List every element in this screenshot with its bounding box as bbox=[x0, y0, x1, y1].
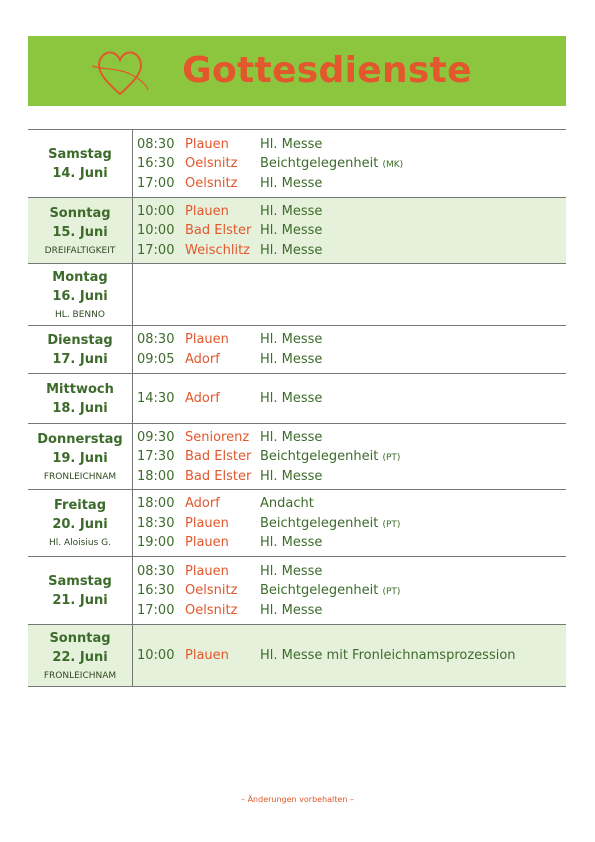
day-row bbox=[28, 490, 566, 557]
service-tag: (PT) bbox=[382, 587, 401, 597]
service-description bbox=[260, 243, 322, 258]
service-description bbox=[260, 332, 322, 347]
event-list bbox=[133, 198, 566, 263]
day-name: Sonntag bbox=[49, 205, 111, 221]
service-location: Plauen bbox=[185, 136, 229, 152]
service-location: Adorf bbox=[185, 496, 220, 511]
event-list bbox=[133, 326, 566, 373]
service-description bbox=[260, 391, 322, 406]
service-time: 17:00 bbox=[137, 242, 175, 258]
service-time: 09:05 bbox=[137, 351, 175, 367]
day-row bbox=[28, 374, 566, 424]
service-entry bbox=[137, 494, 566, 514]
service-location: Adorf bbox=[185, 351, 220, 367]
service-location: Seniorenz bbox=[185, 429, 250, 445]
day-name: Mittwoch bbox=[46, 381, 114, 397]
service-type: Hl. Messe bbox=[260, 602, 323, 618]
service-location: Bad Elster bbox=[185, 449, 252, 464]
day-row bbox=[28, 326, 566, 374]
day-date: 20. Juni bbox=[52, 517, 108, 532]
day-date: 16. Juni bbox=[52, 288, 108, 304]
day-label bbox=[28, 326, 133, 373]
service-time: 08:30 bbox=[137, 563, 175, 579]
service-time: 18:30 bbox=[137, 515, 175, 531]
service-description bbox=[260, 204, 322, 219]
service-time: 18:00 bbox=[137, 468, 175, 484]
service-description bbox=[260, 564, 322, 579]
service-location: Plauen bbox=[185, 332, 229, 348]
day-date: 17. Juni bbox=[52, 351, 108, 367]
day-name: Montag bbox=[52, 269, 108, 285]
service-description bbox=[260, 352, 322, 367]
event-list bbox=[133, 264, 566, 325]
day-row bbox=[28, 264, 566, 326]
service-entry bbox=[137, 240, 566, 260]
service-type: Hl. Messe bbox=[260, 429, 323, 445]
service-time: 19:00 bbox=[137, 535, 175, 550]
service-type: Hl. Messe bbox=[260, 351, 323, 367]
service-entry bbox=[137, 646, 566, 666]
event-list bbox=[133, 557, 566, 624]
day-label bbox=[28, 130, 133, 197]
service-location: Plauen bbox=[185, 563, 229, 579]
service-location: Oelsnitz bbox=[185, 156, 238, 171]
service-location: Plauen bbox=[185, 515, 229, 531]
day-row bbox=[28, 198, 566, 264]
service-time: 10:00 bbox=[137, 648, 175, 663]
footer-note: – Änderungen vorbehalten – bbox=[241, 795, 354, 804]
day-date: 19. Juni bbox=[52, 450, 108, 466]
service-type: Hl. Messe bbox=[260, 242, 323, 258]
service-entry bbox=[137, 600, 566, 620]
service-description bbox=[260, 430, 322, 445]
service-entry bbox=[137, 447, 566, 467]
service-entry bbox=[137, 201, 566, 221]
service-type: Beichtgelegenheit bbox=[260, 449, 379, 464]
event-list bbox=[133, 490, 566, 556]
day-name: Freitag bbox=[53, 498, 107, 513]
service-tag: (PT) bbox=[382, 453, 401, 463]
day-date: 14. Juni bbox=[52, 165, 108, 181]
service-schedule bbox=[28, 129, 566, 687]
day-label bbox=[28, 198, 133, 263]
service-type: Hl. Messe bbox=[260, 563, 323, 579]
service-entry bbox=[137, 533, 566, 553]
service-description bbox=[260, 516, 400, 531]
service-description bbox=[260, 176, 322, 191]
event-list bbox=[133, 625, 566, 686]
service-location: Bad Elster bbox=[185, 223, 252, 238]
service-time: 08:30 bbox=[137, 136, 175, 152]
day-row bbox=[28, 625, 566, 687]
feast-note: HL. BENNO bbox=[55, 309, 105, 320]
service-entry bbox=[137, 513, 566, 533]
service-description bbox=[260, 535, 322, 550]
service-type: Hl. Messe bbox=[260, 223, 323, 238]
service-entry bbox=[137, 154, 566, 174]
day-label bbox=[28, 424, 133, 489]
service-location: Plauen bbox=[185, 203, 229, 219]
service-entry bbox=[137, 581, 566, 601]
service-type: Hl. Messe bbox=[260, 136, 323, 152]
feast-note: Hl. Aloisius G. bbox=[49, 538, 111, 548]
service-entry bbox=[137, 330, 566, 350]
service-time: 17:00 bbox=[137, 175, 175, 191]
service-location: Plauen bbox=[185, 648, 229, 663]
service-location: Oelsnitz bbox=[185, 602, 238, 618]
day-label bbox=[28, 490, 133, 556]
service-time: 17:30 bbox=[137, 449, 175, 464]
service-location: Plauen bbox=[185, 535, 229, 550]
service-entry bbox=[137, 221, 566, 241]
service-location: Oelsnitz bbox=[185, 583, 238, 598]
service-description bbox=[260, 648, 516, 663]
service-time: 10:00 bbox=[137, 223, 175, 238]
service-time: 14:30 bbox=[137, 391, 175, 406]
service-time: 10:00 bbox=[137, 203, 175, 219]
service-entry bbox=[137, 561, 566, 581]
service-type: Hl. Messe bbox=[260, 468, 323, 484]
service-entry bbox=[137, 389, 566, 409]
service-entry bbox=[137, 134, 566, 154]
day-label bbox=[28, 557, 133, 624]
service-type: Hl. Messe bbox=[260, 203, 323, 219]
service-time: 08:30 bbox=[137, 332, 175, 348]
day-date: 15. Juni bbox=[52, 224, 108, 240]
service-description bbox=[260, 156, 403, 171]
service-entry bbox=[137, 173, 566, 193]
service-location: Weischlitz bbox=[185, 242, 251, 258]
service-type: Andacht bbox=[260, 496, 314, 511]
service-description bbox=[260, 223, 322, 238]
event-list bbox=[133, 424, 566, 489]
service-type: Hl. Messe mit Fronleichnamsprozession bbox=[260, 648, 516, 663]
service-description bbox=[260, 137, 322, 152]
day-label bbox=[28, 625, 133, 686]
day-row bbox=[28, 424, 566, 490]
feast-note: FRONLEICHNAM bbox=[43, 670, 117, 681]
day-label bbox=[28, 374, 133, 423]
service-entry bbox=[137, 427, 566, 447]
service-description bbox=[260, 603, 322, 618]
event-list bbox=[133, 130, 566, 197]
service-tag: (MK) bbox=[382, 160, 404, 170]
service-entry bbox=[137, 466, 566, 486]
service-type: Hl. Messe bbox=[260, 175, 323, 191]
header-banner bbox=[28, 36, 566, 106]
day-date: 18. Juni bbox=[52, 400, 108, 416]
day-date: 21. Juni bbox=[52, 592, 108, 608]
service-type: Hl. Messe bbox=[260, 535, 323, 550]
page-title: Gottesdienste bbox=[182, 50, 472, 91]
service-tag: (PT) bbox=[382, 519, 401, 530]
service-description bbox=[260, 496, 314, 511]
day-name: Samstag bbox=[48, 146, 112, 162]
day-row bbox=[28, 130, 566, 198]
service-time: 16:30 bbox=[137, 156, 175, 171]
day-label bbox=[28, 264, 133, 325]
service-type: Hl. Messe bbox=[260, 332, 323, 348]
service-description bbox=[260, 449, 400, 464]
service-time: 18:00 bbox=[137, 496, 175, 511]
service-location: Bad Elster bbox=[185, 468, 252, 484]
service-description bbox=[260, 469, 322, 484]
service-time: 17:00 bbox=[137, 602, 175, 618]
service-type: Hl. Messe bbox=[260, 391, 323, 406]
day-date: 22. Juni bbox=[52, 649, 108, 665]
day-name: Sonntag bbox=[49, 630, 111, 646]
feast-note: DREIFALTIGKEIT bbox=[44, 245, 116, 256]
day-name: Samstag bbox=[48, 573, 112, 589]
day-name: Donnerstag bbox=[37, 431, 123, 447]
feast-note: FRONLEICHNAM bbox=[43, 471, 117, 482]
service-type: Beichtgelegenheit bbox=[260, 515, 379, 531]
service-time: 16:30 bbox=[137, 583, 175, 598]
day-row bbox=[28, 557, 566, 625]
service-entry bbox=[137, 350, 566, 370]
service-type: Beichtgelegenheit bbox=[260, 583, 379, 598]
day-name: Dienstag bbox=[47, 332, 113, 348]
service-time: 09:30 bbox=[137, 429, 175, 445]
service-type: Beichtgelegenheit bbox=[260, 156, 379, 171]
event-list bbox=[133, 374, 566, 423]
service-location: Adorf bbox=[185, 391, 220, 406]
service-description bbox=[260, 583, 400, 598]
service-location: Oelsnitz bbox=[185, 175, 238, 191]
